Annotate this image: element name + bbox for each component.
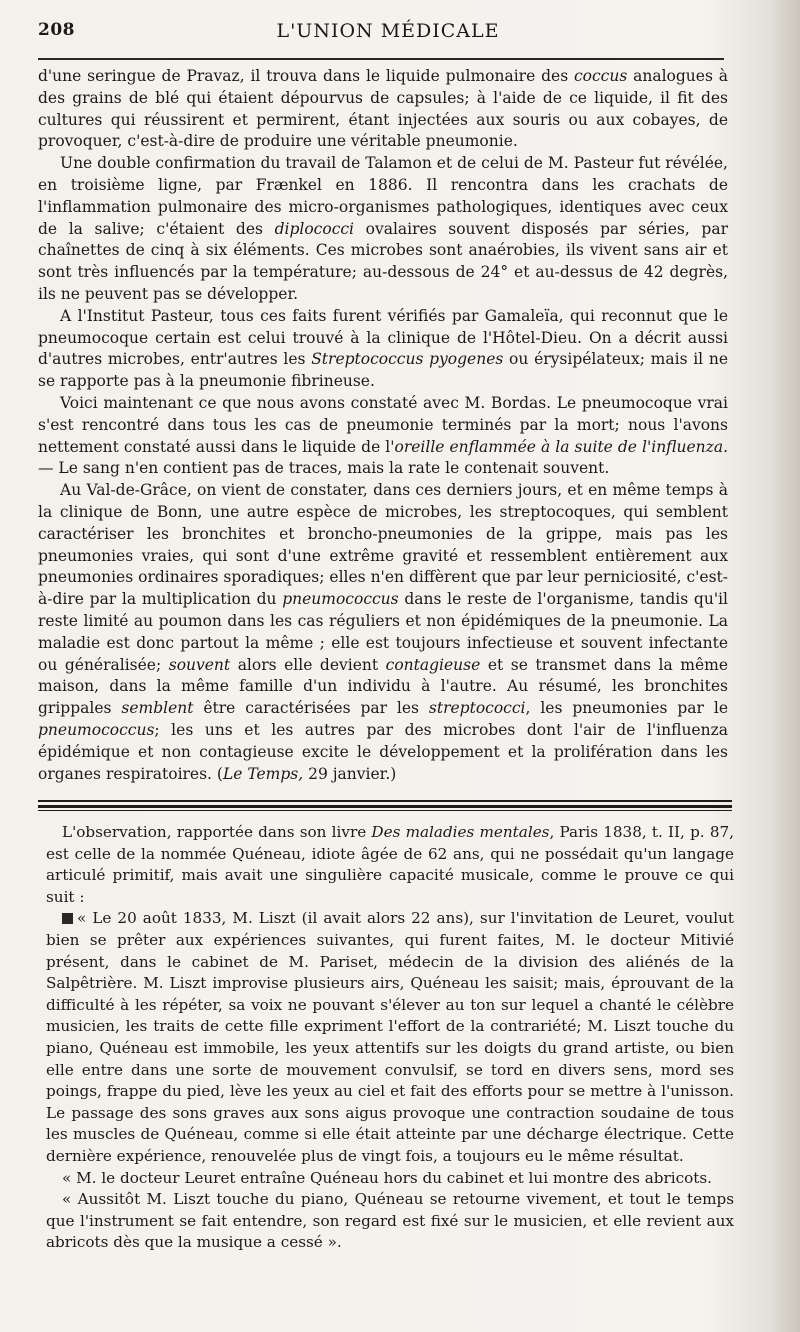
paragraph-2: Une double confirmation du travail de Talamon et de celui de M. Pasteur fut révélée, en troisième ligne, par Frænkel en 1886. Il rencontra dans les crachats de l'inflammation pulmonaire des micro-organismes pathologiques, identiques avec ceux de la salive; c'étaient des diplococci ovalaires souvent disposés par séries, par chaînettes de cinq à six éléments. Ces microbes sont anaérobies, ils vivent sans air et sont très influencés par la température; au-dessous de 24° et au-dessus de 42 degrès, ils ne peuvent pas se développer. — [38, 154, 728, 303]
paragraph-mark-icon — [62, 913, 73, 924]
page-header — [38, 20, 738, 50]
observation-note — [46, 822, 734, 1254]
note-paragraph-1: L'observation, rapportée dans son livre Des maladies mentales, Paris 1838, t. II, p. 87, est celle de la nommée Quéneau, idiote âgée de 62 ans, qui ne possédait qu'un langage articulé primitif, mais avait une singulière capacité musicale, comme le prouve ce qui suit : — [46, 823, 734, 906]
page-number: 208 — [38, 20, 75, 40]
note-paragraph-4: « Aussitôt M. Liszt touche du piano, Quéneau se retourne vivement, et tout le temps que l'instrument se fait entendre, son regard est fixé sur le musicien, et elle revient aux abricots dès que la musique a cessé ». — [46, 1190, 734, 1252]
section-separator — [38, 800, 732, 814]
paragraph-4: Voici maintenant ce que nous avons constaté avec M. Bordas. Le pneumocoque vrai s'est rencontré dans tous les cas de pneumonie terminés par la mort; nous l'avons nettement constaté aussi dans le liquide de l'oreille enflammée à la suite de l'influenza. — Le sang n'en contient pas de traces, mais la rate le contenait souvent. — [38, 393, 728, 478]
note-paragraph-2: « Le 20 août 1833, M. Liszt (il avait alors 22 ans), sur l'invitation de Leuret, voulut bien se prêter aux expériences suivantes, qui furent faites, M. le docteur Mitivié présent, dans le cabinet de M. Pariset, médecin de la division des aliénés de la Salpêtrière. M. Liszt improvise plusieurs airs, Quéneau les saisit; mais, éprouvant de la difficulté à les répéter, sa voix ne pouvant s'élever au ton sur lequel a chanté le célèbre musicien, les traits de cette fille expriment l'effort de la contrariété; M. Liszt touche du piano, Quéneau est immobile, les yeux attentifs sur les doigts du grand artiste, ou bien elle entre dans une sorte de mouvement convulsif, se tord en divers sens, mord ses poings, frappe du pied, lève les yeux au ciel et fait des efforts pour se mettre à l'unisson. Le passage des sons graves aux sons aigus provoque une contraction soudaine de tous les muscles de Quéneau, comme si elle était atteinte par une décharge électrique. Cette dernière expérience, renouvelée plus de vingt fois, a toujours eu le même résultat. — [46, 909, 734, 1165]
paragraph-5: Au Val-de-Grâce, on vient de constater, dans ces derniers jours, et en même temps à la clinique de Bonn, une autre espèce de microbes, les streptocoques, qui semblent caractériser les bronchites et broncho-pneumonies de la grippe, mais pas les pneumonies vraies, qui sont d'une extrême gravité et ressemblent entièrement aux pneumonies ordinaires sporadiques; elles n'en diffèrent que par leur perniciosité, c'est-à-dire par la multiplication du pneumococcus dans le reste de l'organisme, tandis qu'il reste limité au poumon dans les cas réguliers et non épidémiques de la pneumonie. La maladie est donc partout la même ; elle est toujours infectieuse et souvent infectante ou généralisée; souvent alors elle devient contagieuse et se transmet dans la même maison, dans la même famille d'un individu à l'autre. Au résumé, les bronchites grippales semblent être caractérisées par les streptococci, les pneumonies par le pneumococcus; les uns et les autres par des microbes dont l'air de l'influenza épidémique et non contagieuse excite le développement et la prolifération dans les organes respiratoires. (Le Temps, 29 janvier.) — [38, 481, 728, 783]
main-text — [38, 66, 728, 785]
running-title: L'UNION MÉDICALE — [276, 20, 500, 42]
paragraph-1: d'une seringue de Pravaz, il trouva dans le liquide pulmonaire des coccus analogues à des grains de blé qui étaient dépourvus de capsules; à l'aide de ce liquide, il fit des cultures qui réussirent et permirent, étant injectées aux souris ou aux cobayes, de provoquer, c'est-à-dire de produire une véritable pneumonie. — [38, 67, 728, 151]
paragraph-3: A l'Institut Pasteur, tous ces faits furent vérifiés par Gamaleïa, qui reconnut que le pneumocoque certain est celui trouvé à la clinique de l'Hôtel-Dieu. On a décrit aussi d'autres microbes, entr'autres les Streptococcus pyogenes ou érysipélateux; mais il ne se rapporte pas à la pneumonie fibrineuse. — [38, 306, 729, 391]
note-paragraph-3: « M. le docteur Leuret entraîne Quéneau hors du cabinet et lui montre des abricots. — [62, 1168, 712, 1187]
header-rule — [38, 58, 724, 60]
